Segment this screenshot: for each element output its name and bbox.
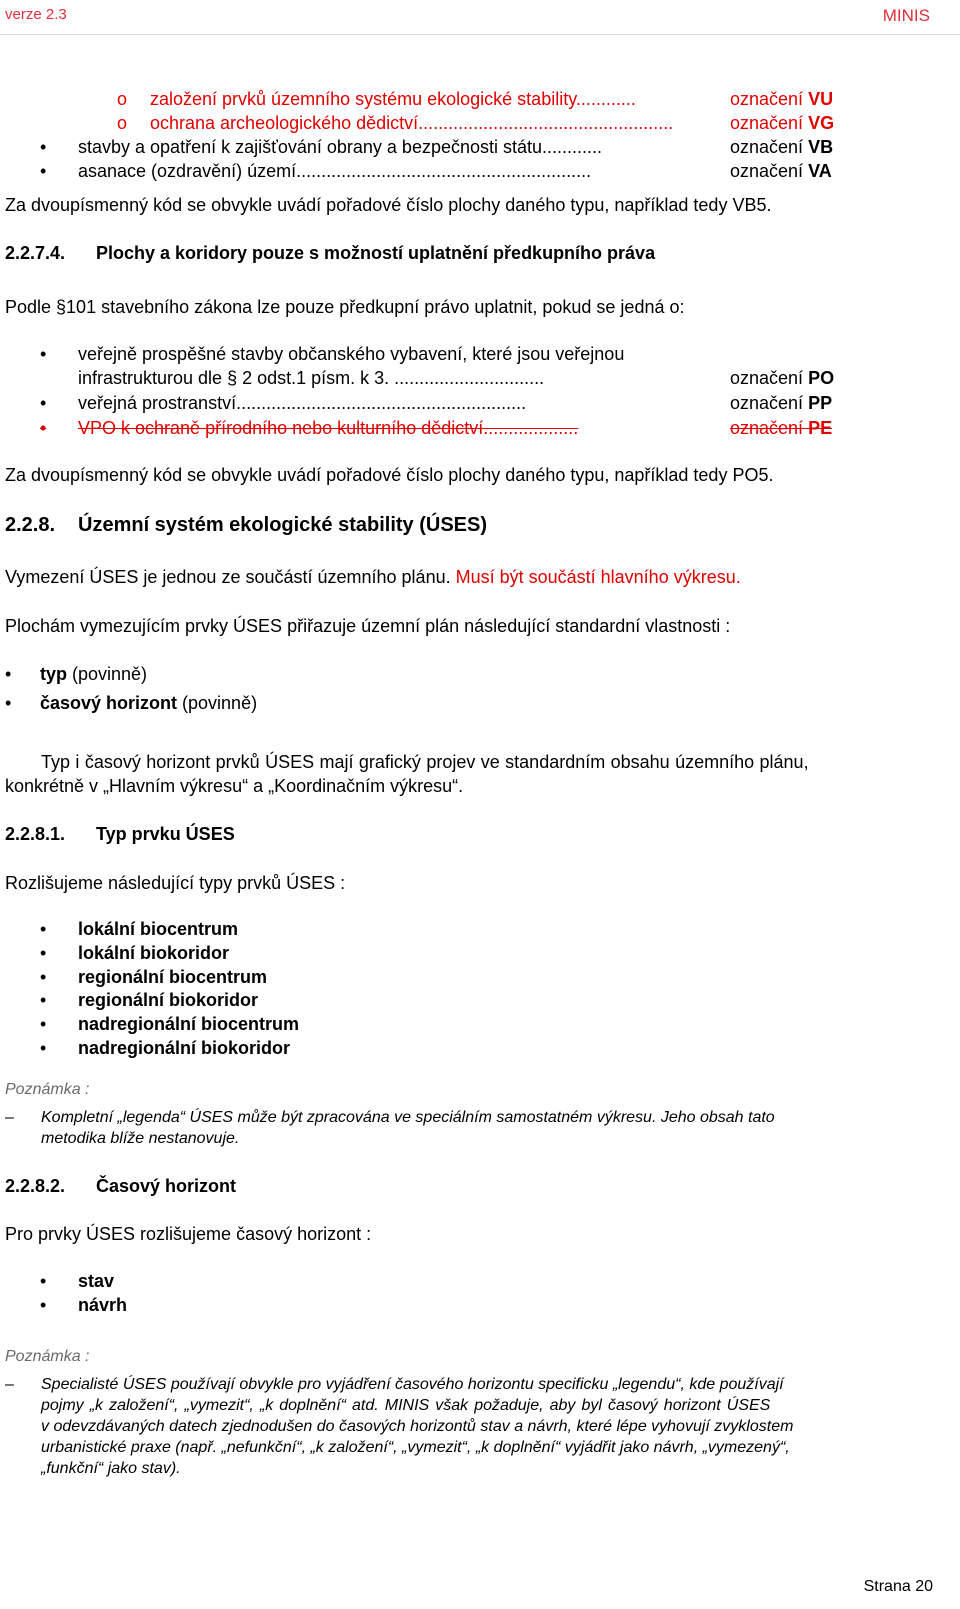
bullet: • xyxy=(40,344,47,364)
paragraph-plocham: Plochám vymezujícím prvky ÚSES přiřazuje územní plán následující standardní vlastnosti : xyxy=(5,616,731,636)
note-dash: – xyxy=(5,1109,14,1126)
section-heading: Plochy a koridory pouze s možností uplatnění předkupního práva xyxy=(96,243,656,263)
list-item: lokální biocentrum xyxy=(78,919,239,939)
note-text: Specialisté ÚSES používají obvykle pro vyjádření časového horizontu specificku „legendu“, kde používají xyxy=(41,1376,784,1393)
bullet: • xyxy=(5,664,12,684)
list-item-text: veřejně prospěšné stavby občanského vybavení, které jsou veřejnou xyxy=(78,344,625,364)
bullet: • xyxy=(40,919,47,939)
note-text: pojmy „k založení“, „vymezit“, „k doplnění“ atd. MINIS však požaduje, aby byl časový horizont ÚSES xyxy=(41,1397,771,1414)
list-item-text: stavby a opatření k zajišťování obrany a bezpečnosti státu............ xyxy=(78,137,603,157)
section-heading: Časový horizont xyxy=(96,1176,237,1196)
designation-label: označení PP xyxy=(730,393,833,413)
designation-label: označení VU xyxy=(730,89,834,109)
list-item-text: ochrana archeologického dědictví................................................... xyxy=(150,113,674,133)
list-item: regionální biokoridor xyxy=(78,990,259,1010)
list-item: typ (povinně) xyxy=(40,664,148,684)
list-item-text: asanace (ozdravění) území........................................................... xyxy=(78,161,592,181)
list-item-text: veřejná prostranství.......................................................... xyxy=(78,393,527,413)
designation-label: označení VG xyxy=(730,113,835,133)
section-number: 2.2.8.2. xyxy=(5,1176,66,1196)
list-item: návrh xyxy=(78,1295,128,1315)
brand-label: MINIS xyxy=(882,6,930,25)
list-item: nadregionální biokoridor xyxy=(78,1038,291,1058)
bullet: • xyxy=(40,990,47,1010)
list-marker: o xyxy=(117,89,128,109)
page-number: Strana 20 xyxy=(863,1578,933,1595)
bullet: • xyxy=(40,967,47,987)
bullet: • xyxy=(40,161,47,181)
paragraph-typ-line2: konkrétně v „Hlavním výkresu“ a „Koordinačním výkresu“. xyxy=(5,776,464,796)
list-item: stav xyxy=(78,1271,115,1291)
note-text: v odevzdávaných datech zjednodušen do časových horizontů stav a návrh, které lépe vyhovují zvyklostem xyxy=(41,1418,794,1435)
note-label: Poznámka : xyxy=(5,1348,90,1365)
list-item: lokální biokoridor xyxy=(78,943,230,963)
list-item-text: založení prvků územního systému ekologické stability............ xyxy=(150,89,636,109)
bullet: • xyxy=(40,1014,47,1034)
paragraph-podle: Podle §101 stavebního zákona lze pouze předkupní právo uplatnit, pokud se jedná o: xyxy=(5,297,685,317)
paragraph-vb5: Za dvoupísmenný kód se obvykle uvádí pořadové číslo plochy daného typu, například tedy VB5. xyxy=(5,195,772,215)
note-text: metodika blíže nestanovuje. xyxy=(41,1130,240,1147)
list-item: nadregionální biocentrum xyxy=(78,1014,300,1034)
designation-label: označení VB xyxy=(730,137,834,157)
bullet: • xyxy=(40,1038,47,1058)
bullet: • xyxy=(40,1271,47,1291)
designation-label: označení PE xyxy=(730,418,833,438)
bullet: • xyxy=(40,943,47,963)
note-text: Kompletní „legenda“ ÚSES může být zpracována ve speciálním samostatném výkresu. Jeho obsah tato xyxy=(41,1109,775,1126)
section-number: 2.2.8. xyxy=(5,514,56,536)
bullet: • xyxy=(5,693,12,713)
section-heading: Typ prvku ÚSES xyxy=(96,824,235,844)
bullet: • xyxy=(40,393,47,413)
paragraph-typ-line1: Typ i časový horizont prvků ÚSES mají grafický projev ve standardním obsahu územního plánu, xyxy=(41,752,809,772)
bullet: • xyxy=(40,418,47,438)
version-label: verze 2.3 xyxy=(5,6,67,23)
note-text: urbanistické praxe (např. „nefunkční“, „k založení“, „vymezit“, „k doplnění“ vyjádřit jako návrh, „vymezený“, xyxy=(41,1439,790,1456)
list-item: časový horizont (povinně) xyxy=(40,693,258,713)
section-number: 2.2.7.4. xyxy=(5,243,66,263)
list-item: regionální biocentrum xyxy=(78,967,268,987)
list-item-text: infrastrukturou dle § 2 odst.1 písm. k 3. .............................. xyxy=(78,368,545,388)
list-marker: o xyxy=(117,113,128,133)
paragraph-rozlisujeme: Rozlišujeme následující typy prvků ÚSES : xyxy=(5,873,346,893)
designation-label: označení PO xyxy=(730,368,835,388)
paragraph-vymezeni: Vymezení ÚSES je jednou ze součástí územního plánu. Musí být součástí hlavního výkresu. xyxy=(5,567,741,587)
section-number: 2.2.8.1. xyxy=(5,824,66,844)
paragraph-po5: Za dvoupísmenný kód se obvykle uvádí pořadové číslo plochy daného typu, například tedy PO5. xyxy=(5,465,774,485)
header-divider xyxy=(0,34,960,35)
designation-label: označení VA xyxy=(730,161,832,181)
note-text: „funkční“ jako stav). xyxy=(41,1460,181,1477)
paragraph-pro: Pro prvky ÚSES rozlišujeme časový horizont : xyxy=(5,1224,372,1244)
note-label: Poznámka : xyxy=(5,1081,90,1098)
list-item-text: VPO k ochraně přírodního nebo kulturního dědictví................... xyxy=(78,418,579,438)
bullet: • xyxy=(40,1295,47,1315)
bullet: • xyxy=(40,137,47,157)
note-dash: – xyxy=(5,1376,14,1393)
section-heading: Územní systém ekologické stability (ÚSES) xyxy=(78,514,488,536)
